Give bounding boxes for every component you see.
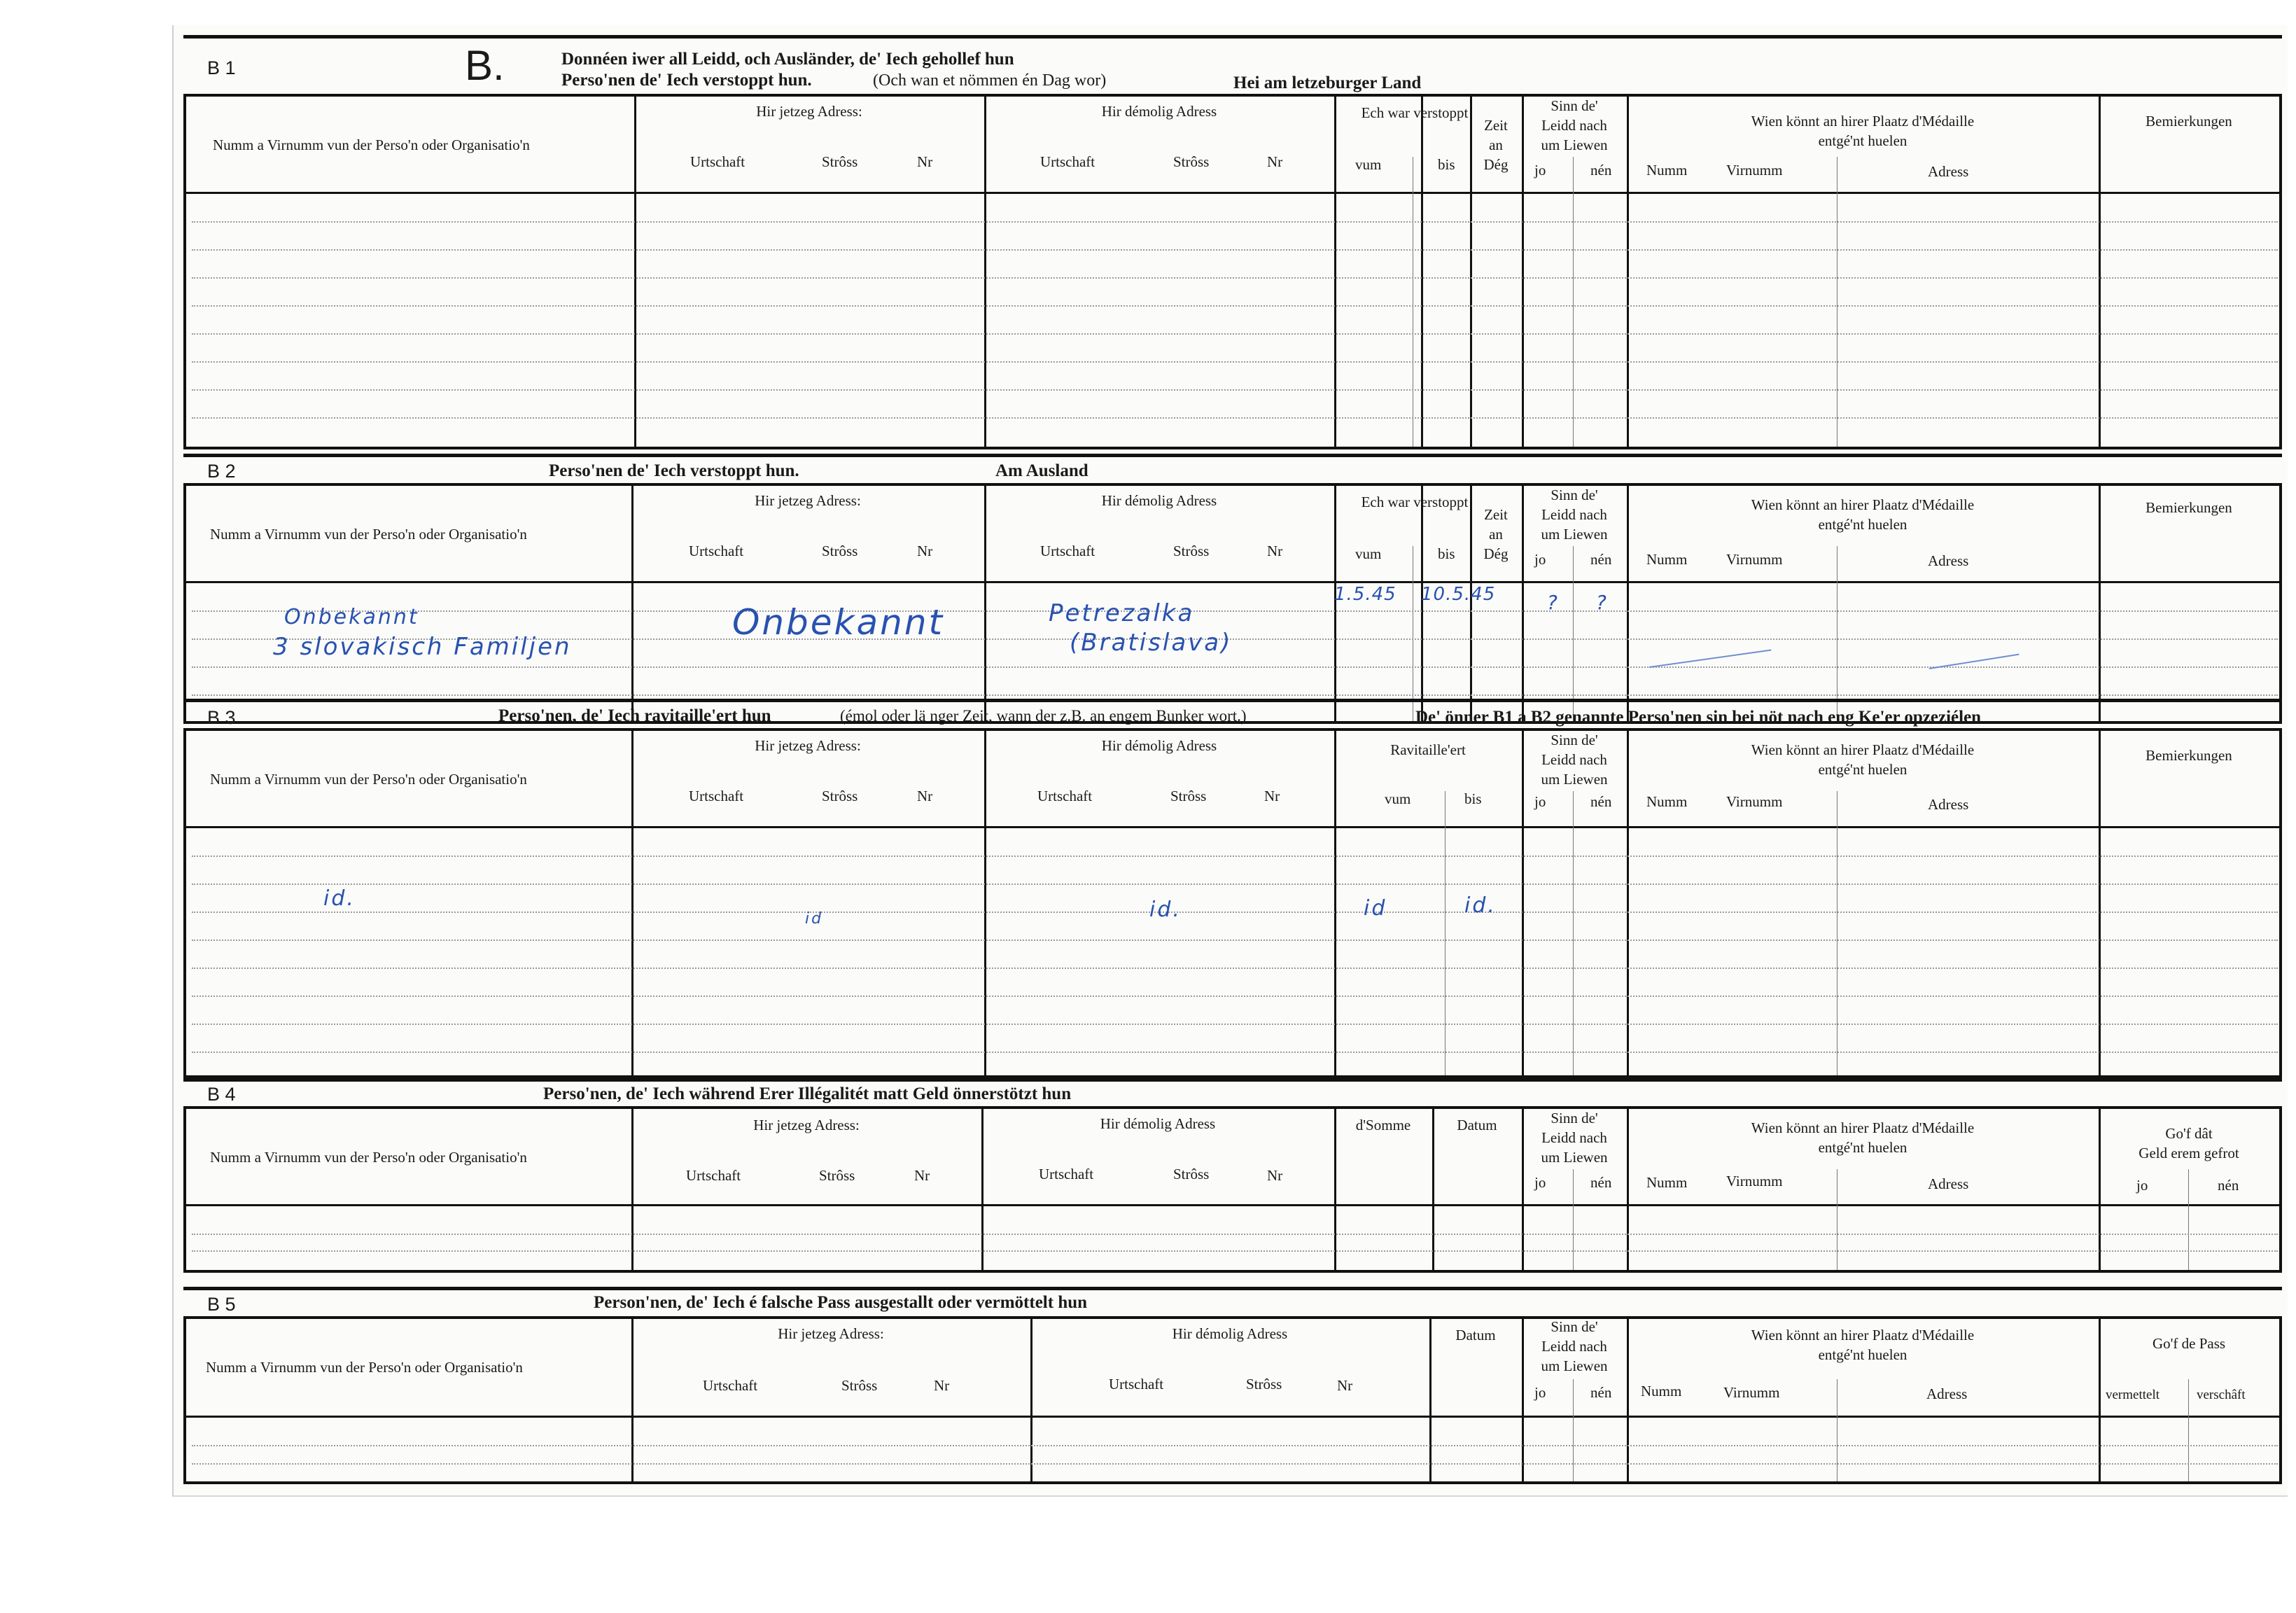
col-current-address: Hir jetzeg Adress: bbox=[753, 1117, 860, 1133]
section-location: Am Ausland bbox=[995, 461, 1088, 480]
col-remarks: Bemierkungen bbox=[2146, 499, 2232, 516]
col-until: bis bbox=[1438, 545, 1455, 562]
hw-b2-no: ? bbox=[1596, 591, 1609, 614]
col-alive-2: Leidd nach bbox=[1541, 1129, 1607, 1146]
col-money-1: Go'f dât bbox=[2165, 1125, 2213, 1142]
col-remarks: Bemierkungen bbox=[2146, 747, 2232, 764]
col-current-address: Hir jetzeg Adress: bbox=[755, 737, 861, 754]
hw-b2-until: 10.5.45 bbox=[1421, 584, 1496, 605]
col-former-street: Strôss bbox=[1246, 1376, 1282, 1392]
hw-b3-from: id bbox=[1364, 896, 1387, 921]
col-medal-2: entgé'nt huelen bbox=[1818, 516, 1907, 533]
col-current-locality: Urtschaft bbox=[689, 788, 744, 804]
col-alive-3: um Liewen bbox=[1541, 1357, 1608, 1374]
col-medal-1: Wien könnt an hirer Plaatz d'Médaille bbox=[1751, 1327, 1975, 1343]
col-current-street: Strôss bbox=[822, 543, 858, 559]
col-no: nén bbox=[1590, 551, 1612, 568]
col-current-street: Strôss bbox=[822, 153, 858, 170]
col-medal-surname: Numm bbox=[1646, 551, 1688, 568]
col-alive-2: Leidd nach bbox=[1541, 506, 1607, 523]
col-current-street: Strôss bbox=[841, 1377, 878, 1394]
form-letter: B. bbox=[465, 42, 505, 89]
col-alive-1: Sinn de' bbox=[1550, 97, 1598, 114]
col-medal-surname: Numm bbox=[1646, 162, 1688, 179]
col-supplied: Ravitaille'ert bbox=[1390, 741, 1466, 758]
col-from: vum bbox=[1355, 156, 1382, 173]
col-date: Datum bbox=[1457, 1117, 1497, 1133]
col-medal-address: Adress bbox=[1928, 163, 1969, 180]
col-yes: jo bbox=[1534, 1384, 1546, 1401]
hw-b3-former: id. bbox=[1149, 898, 1182, 922]
col-medal-address: Adress bbox=[1928, 1175, 1969, 1192]
col-money-yes: jo bbox=[2136, 1177, 2148, 1194]
hw-b2-former-1: Petrezalka bbox=[1049, 599, 1195, 627]
col-alive-2: Leidd nach bbox=[1541, 1338, 1607, 1355]
col-current-nr: Nr bbox=[934, 1377, 950, 1394]
col-yes: jo bbox=[1534, 793, 1546, 810]
form-header-location: Hei am letzeburger Land bbox=[1233, 74, 1422, 92]
col-no: nén bbox=[1590, 1174, 1612, 1191]
table-b4 bbox=[183, 1106, 2282, 1273]
col-date: Datum bbox=[1455, 1327, 1496, 1343]
hw-b2-name-1: Onbekannt bbox=[284, 605, 419, 629]
form-header-line1: Donnéen iwer all Leidd, och Ausländer, de' Iech gehollef hun bbox=[561, 50, 1014, 69]
hw-b2-former-2: (Bratislava) bbox=[1070, 629, 1233, 657]
col-former-address: Hir démolig Adress bbox=[1100, 1115, 1216, 1132]
hw-b3-name: id. bbox=[323, 886, 356, 911]
pen-stroke bbox=[1649, 650, 1772, 668]
col-from: vum bbox=[1355, 545, 1382, 562]
col-until: bis bbox=[1438, 156, 1455, 173]
col-alive-3: um Liewen bbox=[1541, 1149, 1608, 1166]
col-name: Numm a Virnumm vun der Perso'n oder Organisatio'n bbox=[210, 526, 527, 543]
col-alive-3: um Liewen bbox=[1541, 771, 1608, 788]
col-current-locality: Urtschaft bbox=[703, 1377, 758, 1394]
col-former-street: Strôss bbox=[1173, 543, 1210, 559]
col-current-nr: Nr bbox=[917, 153, 933, 170]
section-title: Perso'nen, de' Iech während Erer Illégalitét matt Geld önnerstötzt hun bbox=[543, 1084, 1072, 1103]
col-alive-2: Leidd nach bbox=[1541, 117, 1607, 134]
col-current-address: Hir jetzeg Adress: bbox=[755, 492, 861, 509]
col-medal-2: entgé'nt huelen bbox=[1818, 1346, 1907, 1363]
col-sum: d'Somme bbox=[1355, 1117, 1411, 1133]
col-former-locality: Urtschaft bbox=[1037, 788, 1093, 804]
col-current-nr: Nr bbox=[917, 788, 933, 804]
col-medal-1: Wien könnt an hirer Plaatz d'Médaille bbox=[1751, 113, 1975, 130]
col-medal-1: Wien könnt an hirer Plaatz d'Médaille bbox=[1751, 741, 1975, 758]
col-current-nr: Nr bbox=[917, 543, 933, 559]
col-until: bis bbox=[1464, 790, 1482, 807]
col-former-street: Strôss bbox=[1170, 788, 1207, 804]
col-time-days: Dég bbox=[1483, 545, 1508, 562]
col-former-nr: Nr bbox=[1337, 1377, 1353, 1394]
col-medal-surname: Numm bbox=[1641, 1383, 1682, 1399]
table-b3 bbox=[183, 728, 2282, 1078]
col-alive-3: um Liewen bbox=[1541, 137, 1608, 153]
col-time: Zeit bbox=[1484, 506, 1508, 523]
col-former-nr: Nr bbox=[1267, 153, 1283, 170]
col-remarks: Bemierkungen bbox=[2146, 113, 2232, 130]
hw-b2-from: 1.5.45 bbox=[1334, 584, 1396, 605]
col-name: Numm a Virnumm vun der Perso'n oder Organisatio'n bbox=[213, 137, 530, 153]
col-from: vum bbox=[1385, 790, 1411, 807]
col-name: Numm a Virnumm vun der Perso'n oder Organisatio'n bbox=[210, 1149, 527, 1166]
form-header-note: (Och wan et nömmen én Dag wor) bbox=[873, 71, 1107, 90]
col-alive-2: Leidd nach bbox=[1541, 751, 1607, 768]
col-mediated: vermettelt bbox=[2106, 1388, 2160, 1402]
table-b5 bbox=[183, 1316, 2282, 1484]
section-title-remark: De' önner B1 a B2 genannte Perso'nen sin bei nöt nach eng Ke'er opzeziélen bbox=[1415, 708, 1982, 727]
col-alive-1: Sinn de' bbox=[1550, 1318, 1598, 1335]
col-medal-firstname: Virnumm bbox=[1726, 162, 1783, 179]
col-yes: jo bbox=[1534, 162, 1546, 179]
col-alive-3: um Liewen bbox=[1541, 526, 1608, 543]
col-medal-1: Wien könnt an hirer Plaatz d'Médaille bbox=[1751, 1119, 1975, 1136]
col-medal-address: Adress bbox=[1926, 1385, 1968, 1402]
col-medal-firstname: Virnumm bbox=[1726, 793, 1783, 810]
col-medal-surname: Numm bbox=[1646, 1174, 1688, 1191]
col-medal-2: entgé'nt huelen bbox=[1818, 1139, 1907, 1156]
col-medal-firstname: Virnumm bbox=[1726, 551, 1783, 568]
col-former-street: Strôss bbox=[1173, 1166, 1210, 1182]
col-medal-2: entgé'nt huelen bbox=[1818, 761, 1907, 778]
col-former-locality: Urtschaft bbox=[1040, 543, 1096, 559]
col-former-street: Strôss bbox=[1173, 153, 1210, 170]
section-code: B 5 bbox=[207, 1294, 236, 1315]
col-money-no: nén bbox=[2218, 1177, 2239, 1194]
col-alive-1: Sinn de' bbox=[1550, 732, 1598, 748]
hw-b3-until: id. bbox=[1464, 893, 1497, 918]
col-hidden: Ech war verstoppt bbox=[1361, 494, 1469, 510]
table-b2 bbox=[183, 483, 2282, 724]
col-name: Numm a Virnumm vun der Perso'n oder Organisatio'n bbox=[206, 1359, 523, 1376]
col-yes: jo bbox=[1534, 551, 1546, 568]
col-former-nr: Nr bbox=[1264, 788, 1280, 804]
col-former-locality: Urtschaft bbox=[1039, 1166, 1094, 1182]
col-former-nr: Nr bbox=[1267, 1167, 1283, 1184]
section-title-note: (émol oder lä nger Zeit, wann der z.B. an engem Bunker wort.) bbox=[840, 707, 1247, 725]
col-former-address: Hir démolig Adress bbox=[1172, 1325, 1288, 1342]
col-current-locality: Urtschaft bbox=[690, 153, 746, 170]
col-alive-1: Sinn de' bbox=[1550, 487, 1598, 503]
col-current-address: Hir jetzeg Adress: bbox=[778, 1325, 884, 1342]
section-title: Person'nen, de' Iech é falsche Pass ausgestallt oder vermöttelt hun bbox=[594, 1293, 1088, 1312]
col-former-locality: Urtschaft bbox=[1109, 1376, 1164, 1392]
col-current-street: Strôss bbox=[822, 788, 858, 804]
col-yes: jo bbox=[1534, 1174, 1546, 1191]
col-current-street: Strôss bbox=[819, 1167, 855, 1184]
col-no: nén bbox=[1590, 793, 1612, 810]
col-current-locality: Urtschaft bbox=[686, 1167, 741, 1184]
col-former-address: Hir démolig Adress bbox=[1101, 103, 1217, 120]
table-b1 bbox=[183, 94, 2282, 449]
hw-b2-current: Onbekannt bbox=[732, 602, 945, 643]
col-name: Numm a Virnumm vun der Perso'n oder Organisatio'n bbox=[210, 771, 527, 788]
col-time-an: an bbox=[1489, 526, 1503, 543]
col-medal-address: Adress bbox=[1928, 796, 1969, 813]
col-medal-1: Wien könnt an hirer Plaatz d'Médaille bbox=[1751, 496, 1975, 513]
col-medal-surname: Numm bbox=[1646, 793, 1688, 810]
form-header-line2: Perso'nen de' Iech verstoppt hun. bbox=[561, 71, 812, 90]
section-code: B 4 bbox=[207, 1084, 236, 1105]
col-no: nén bbox=[1590, 1384, 1612, 1401]
col-passport: Go'f de Pass bbox=[2152, 1335, 2226, 1352]
section-title: Perso'nen, de' Iech ravitaille'ert hun bbox=[498, 706, 771, 725]
col-time: Zeit bbox=[1484, 117, 1508, 134]
col-medal-firstname: Virnumm bbox=[1726, 1173, 1783, 1189]
col-current-address: Hir jetzeg Adress: bbox=[756, 103, 862, 120]
col-current-nr: Nr bbox=[914, 1167, 930, 1184]
col-no: nén bbox=[1590, 162, 1612, 179]
col-money-2: Geld erem gefrot bbox=[2138, 1145, 2239, 1161]
col-medal-firstname: Virnumm bbox=[1723, 1384, 1780, 1401]
section-code: B 2 bbox=[207, 461, 236, 482]
hw-b2-yes: ? bbox=[1547, 591, 1560, 614]
section-code: B 1 bbox=[207, 57, 236, 78]
section-code: B 3 bbox=[207, 707, 236, 728]
hw-b2-name-2: 3 slovakisch Familjen bbox=[273, 633, 572, 661]
hw-b3-current: id bbox=[805, 910, 824, 928]
col-alive-1: Sinn de' bbox=[1550, 1110, 1598, 1126]
col-former-address: Hir démolig Adress bbox=[1101, 737, 1217, 754]
col-forged: verschâft bbox=[2197, 1388, 2246, 1402]
col-current-locality: Urtschaft bbox=[689, 543, 744, 559]
section-title: Perso'nen de' Iech verstoppt hun. bbox=[549, 461, 799, 480]
col-former-locality: Urtschaft bbox=[1040, 153, 1096, 170]
col-hidden: Ech war verstoppt bbox=[1361, 104, 1469, 121]
form-sheet bbox=[172, 25, 2288, 1497]
col-former-address: Hir démolig Adress bbox=[1101, 492, 1217, 509]
col-former-nr: Nr bbox=[1267, 543, 1283, 559]
col-time-days: Dég bbox=[1483, 156, 1508, 173]
col-medal-address: Adress bbox=[1928, 552, 1969, 569]
col-time-an: an bbox=[1489, 137, 1503, 153]
col-medal-2: entgé'nt huelen bbox=[1818, 132, 1907, 149]
